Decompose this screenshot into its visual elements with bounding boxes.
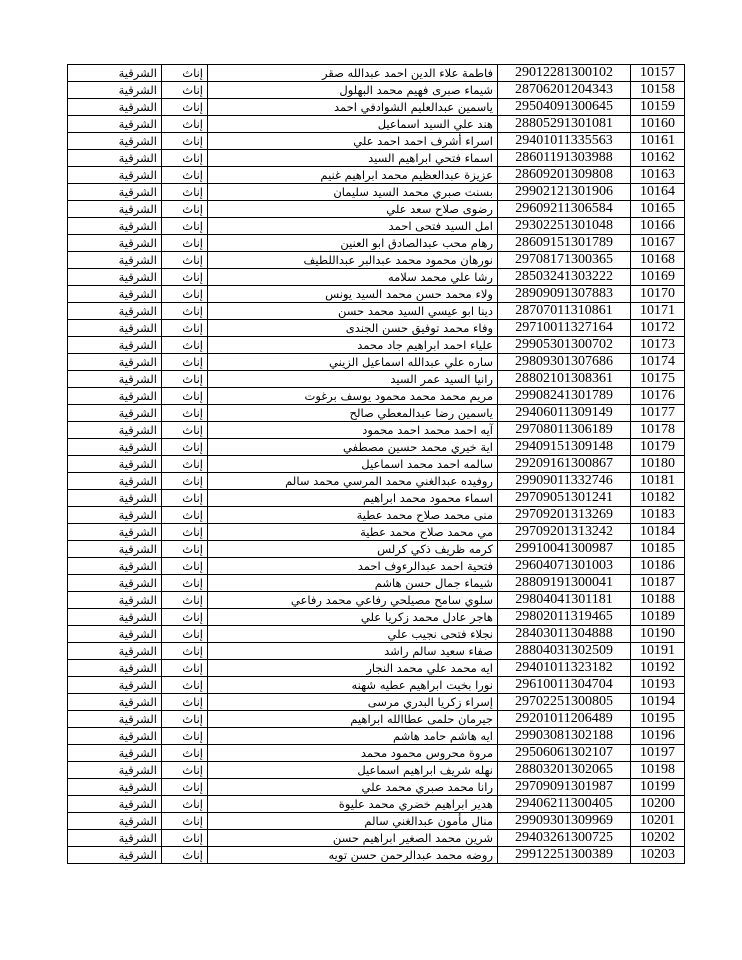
serial-number-cell: 10172 — [631, 320, 685, 337]
table-row — [68, 388, 685, 405]
national-id-cell: 29401011335563 — [498, 133, 631, 150]
table-row — [68, 320, 685, 337]
full-name-cell: ساره علي عبدالله اسماعيل الزيني — [208, 354, 498, 371]
gender-cell: إناث — [162, 116, 208, 133]
full-name-cell: ياسمين رضا عبدالمعطي صالح — [208, 405, 498, 422]
national-id-cell: 28809191300041 — [498, 575, 631, 592]
gender-cell: إناث — [162, 490, 208, 507]
national-id-cell: 28601191303988 — [498, 150, 631, 167]
serial-number-cell: 10164 — [631, 184, 685, 201]
national-id-cell: 29610011304704 — [498, 677, 631, 694]
full-name-cell: شرين محمد الصغير ابراهيم حسن — [208, 830, 498, 847]
serial-number-cell: 10177 — [631, 405, 685, 422]
serial-number-cell: 10158 — [631, 82, 685, 99]
national-id-cell: 29302251301048 — [498, 218, 631, 235]
national-id-cell: 28805291301081 — [498, 116, 631, 133]
national-id-cell: 29506061302107 — [498, 745, 631, 762]
gender-cell: إناث — [162, 592, 208, 609]
gender-cell: إناث — [162, 762, 208, 779]
table-row — [68, 507, 685, 524]
full-name-cell: رانيا السيد عمر السيد — [208, 371, 498, 388]
serial-number-cell: 10168 — [631, 252, 685, 269]
governorate-cell: الشرقية — [68, 575, 162, 592]
governorate-cell: الشرقية — [68, 524, 162, 541]
serial-number-cell: 10167 — [631, 235, 685, 252]
national-id-cell: 28804031302509 — [498, 643, 631, 660]
national-id-cell: 29804041301181 — [498, 592, 631, 609]
governorate-cell: الشرقية — [68, 133, 162, 150]
governorate-cell: الشرقية — [68, 337, 162, 354]
full-name-cell: سلوي سامح مصيلحي رفاعي محمد رفاعي — [208, 592, 498, 609]
serial-number-cell: 10183 — [631, 507, 685, 524]
gender-cell: إناث — [162, 337, 208, 354]
serial-number-cell: 10185 — [631, 541, 685, 558]
governorate-cell: الشرقية — [68, 728, 162, 745]
gender-cell: إناث — [162, 65, 208, 82]
gender-cell: إناث — [162, 609, 208, 626]
national-id-cell: 29604071301003 — [498, 558, 631, 575]
full-name-cell: ايه هاشم حامد هاشم — [208, 728, 498, 745]
full-name-cell: رشا علي محمد سلامه — [208, 269, 498, 286]
table-row — [68, 711, 685, 728]
national-id-cell: 29709051301241 — [498, 490, 631, 507]
governorate-cell: الشرقية — [68, 405, 162, 422]
table-row — [68, 728, 685, 745]
table-row — [68, 99, 685, 116]
gender-cell: إناث — [162, 830, 208, 847]
table-row — [68, 745, 685, 762]
governorate-cell: الشرقية — [68, 779, 162, 796]
governorate-cell: الشرقية — [68, 473, 162, 490]
full-name-cell: فتحية احمد عبدالرءوف احمد — [208, 558, 498, 575]
serial-number-cell: 10169 — [631, 269, 685, 286]
gender-cell: إناث — [162, 524, 208, 541]
governorate-cell: الشرقية — [68, 235, 162, 252]
governorate-cell: الشرقية — [68, 150, 162, 167]
national-id-cell: 28707011310861 — [498, 303, 631, 320]
national-id-cell: 29702251300805 — [498, 694, 631, 711]
full-name-cell: هند علي السيد اسماعيل — [208, 116, 498, 133]
national-id-cell: 29802011319465 — [498, 609, 631, 626]
governorate-cell: الشرقية — [68, 677, 162, 694]
governorate-cell: الشرقية — [68, 82, 162, 99]
governorate-cell: الشرقية — [68, 541, 162, 558]
full-name-cell: بسنت صبري محمد السيد سليمان — [208, 184, 498, 201]
governorate-cell: الشرقية — [68, 439, 162, 456]
national-id-cell: 29910041300987 — [498, 541, 631, 558]
table-row — [68, 541, 685, 558]
national-id-cell: 29903081302188 — [498, 728, 631, 745]
table-row — [68, 303, 685, 320]
serial-number-cell: 10201 — [631, 813, 685, 830]
full-name-cell: نورهان محمود محمد عبدالبر عبداللطيف — [208, 252, 498, 269]
serial-number-cell: 10198 — [631, 762, 685, 779]
full-name-cell: هدير ابراهيم خضري محمد عليوة — [208, 796, 498, 813]
table-row — [68, 813, 685, 830]
serial-number-cell: 10184 — [631, 524, 685, 541]
gender-cell: إناث — [162, 167, 208, 184]
governorate-cell: الشرقية — [68, 796, 162, 813]
serial-number-cell: 10181 — [631, 473, 685, 490]
table-row — [68, 694, 685, 711]
gender-cell: إناث — [162, 660, 208, 677]
national-id-cell: 29710011327164 — [498, 320, 631, 337]
governorate-cell: الشرقية — [68, 558, 162, 575]
table-row — [68, 592, 685, 609]
gender-cell: إناث — [162, 626, 208, 643]
national-id-cell: 28803201302065 — [498, 762, 631, 779]
gender-cell: إناث — [162, 184, 208, 201]
full-name-cell: آيه احمد محمد احمد محمود — [208, 422, 498, 439]
table-row — [68, 473, 685, 490]
serial-number-cell: 10187 — [631, 575, 685, 592]
gender-cell: إناث — [162, 354, 208, 371]
records-table — [67, 64, 685, 864]
serial-number-cell: 10195 — [631, 711, 685, 728]
governorate-cell: الشرقية — [68, 252, 162, 269]
national-id-cell: 29403261300725 — [498, 830, 631, 847]
table-row — [68, 133, 685, 150]
gender-cell: إناث — [162, 575, 208, 592]
national-id-cell: 28609151301789 — [498, 235, 631, 252]
table-row — [68, 524, 685, 541]
governorate-cell: الشرقية — [68, 422, 162, 439]
serial-number-cell: 10192 — [631, 660, 685, 677]
table-row — [68, 847, 685, 864]
table-row — [68, 218, 685, 235]
governorate-cell: الشرقية — [68, 286, 162, 303]
governorate-cell: الشرقية — [68, 201, 162, 218]
national-id-cell: 28909091307883 — [498, 286, 631, 303]
serial-number-cell: 10179 — [631, 439, 685, 456]
gender-cell: إناث — [162, 456, 208, 473]
full-name-cell: سالمه احمد محمد اسماعيل — [208, 456, 498, 473]
serial-number-cell: 10171 — [631, 303, 685, 320]
full-name-cell: جيرمان حلمى عطاالله ابراهيم — [208, 711, 498, 728]
governorate-cell: الشرقية — [68, 354, 162, 371]
table-row — [68, 269, 685, 286]
governorate-cell: الشرقية — [68, 813, 162, 830]
table-row — [68, 660, 685, 677]
table-row — [68, 286, 685, 303]
gender-cell: إناث — [162, 133, 208, 150]
table-row — [68, 405, 685, 422]
national-id-cell: 29709201313269 — [498, 507, 631, 524]
gender-cell: إناث — [162, 507, 208, 524]
gender-cell: إناث — [162, 405, 208, 422]
national-id-cell: 29401011323182 — [498, 660, 631, 677]
full-name-cell: رهام محب عبدالصادق ابو العنين — [208, 235, 498, 252]
full-name-cell: منى محمد صلاح محمد عطية — [208, 507, 498, 524]
governorate-cell: الشرقية — [68, 218, 162, 235]
gender-cell: إناث — [162, 286, 208, 303]
serial-number-cell: 10203 — [631, 847, 685, 864]
full-name-cell: رانا محمد صبري محمد علي — [208, 779, 498, 796]
table-row — [68, 626, 685, 643]
national-id-cell: 29504091300645 — [498, 99, 631, 116]
serial-number-cell: 10188 — [631, 592, 685, 609]
table-row — [68, 762, 685, 779]
table-row — [68, 439, 685, 456]
serial-number-cell: 10202 — [631, 830, 685, 847]
full-name-cell: وفاء محمد توفيق حسن الجندى — [208, 320, 498, 337]
gender-cell: إناث — [162, 847, 208, 864]
table-row — [68, 456, 685, 473]
full-name-cell: علياء احمد ابراهيم جاد محمد — [208, 337, 498, 354]
full-name-cell: اسراء أشرف احمد احمد علي — [208, 133, 498, 150]
national-id-cell: 29809301307686 — [498, 354, 631, 371]
national-id-cell: 28609201309808 — [498, 167, 631, 184]
serial-number-cell: 10197 — [631, 745, 685, 762]
table-row — [68, 235, 685, 252]
full-name-cell: مي محمد صلاح محمد عطية — [208, 524, 498, 541]
gender-cell: إناث — [162, 320, 208, 337]
full-name-cell: نجلاء فتحى نجيب علي — [208, 626, 498, 643]
governorate-cell: الشرقية — [68, 490, 162, 507]
table-row — [68, 796, 685, 813]
full-name-cell: صفاء سعيد سالم راشد — [208, 643, 498, 660]
governorate-cell: الشرقية — [68, 745, 162, 762]
table-row — [68, 830, 685, 847]
table-row — [68, 184, 685, 201]
serial-number-cell: 10157 — [631, 65, 685, 82]
full-name-cell: شيماء صبرى فهيم محمد البهلول — [208, 82, 498, 99]
national-id-cell: 28503241303222 — [498, 269, 631, 286]
table-row — [68, 167, 685, 184]
serial-number-cell: 10174 — [631, 354, 685, 371]
table-row — [68, 252, 685, 269]
serial-number-cell: 10170 — [631, 286, 685, 303]
table-row — [68, 490, 685, 507]
governorate-cell: الشرقية — [68, 609, 162, 626]
serial-number-cell: 10160 — [631, 116, 685, 133]
national-id-cell: 29709091301987 — [498, 779, 631, 796]
table-row — [68, 201, 685, 218]
national-id-cell: 29909301309969 — [498, 813, 631, 830]
gender-cell: إناث — [162, 99, 208, 116]
table-row — [68, 575, 685, 592]
full-name-cell: اية خيري محمد حسين مصطفي — [208, 439, 498, 456]
full-name-cell: روفيده عبدالغني محمد المرسي محمد سالم — [208, 473, 498, 490]
full-name-cell: اسماء محمود محمد ابراهيم — [208, 490, 498, 507]
national-id-cell: 29708011306189 — [498, 422, 631, 439]
full-name-cell: كرمه ظريف ذكي كرلس — [208, 541, 498, 558]
gender-cell: إناث — [162, 711, 208, 728]
gender-cell: إناث — [162, 201, 208, 218]
table-row — [68, 150, 685, 167]
serial-number-cell: 10191 — [631, 643, 685, 660]
full-name-cell: ايه محمد علي محمد النجار — [208, 660, 498, 677]
national-id-cell: 29708171300365 — [498, 252, 631, 269]
gender-cell: إناث — [162, 779, 208, 796]
serial-number-cell: 10196 — [631, 728, 685, 745]
governorate-cell: الشرقية — [68, 320, 162, 337]
governorate-cell: الشرقية — [68, 167, 162, 184]
records-table-body — [68, 65, 685, 864]
gender-cell: إناث — [162, 150, 208, 167]
national-id-cell: 29912251300389 — [498, 847, 631, 864]
governorate-cell: الشرقية — [68, 456, 162, 473]
national-id-cell: 29406211300405 — [498, 796, 631, 813]
national-id-cell: 29201011206489 — [498, 711, 631, 728]
full-name-cell: ياسمين عبدالعليم الشوادفي احمد — [208, 99, 498, 116]
table-row — [68, 82, 685, 99]
governorate-cell: الشرقية — [68, 99, 162, 116]
serial-number-cell: 10162 — [631, 150, 685, 167]
gender-cell: إناث — [162, 439, 208, 456]
serial-number-cell: 10161 — [631, 133, 685, 150]
full-name-cell: عزيزة عبدالعظيم محمد ابراهيم غنيم — [208, 167, 498, 184]
national-id-cell: 29709201313242 — [498, 524, 631, 541]
gender-cell: إناث — [162, 745, 208, 762]
gender-cell: إناث — [162, 694, 208, 711]
serial-number-cell: 10166 — [631, 218, 685, 235]
full-name-cell: هاجر عادل محمد زكريا علي — [208, 609, 498, 626]
gender-cell: إناث — [162, 558, 208, 575]
gender-cell: إناث — [162, 677, 208, 694]
table-row — [68, 677, 685, 694]
full-name-cell: دينا ابو عيسي السيد محمد حسن — [208, 303, 498, 320]
serial-number-cell: 10178 — [631, 422, 685, 439]
governorate-cell: الشرقية — [68, 626, 162, 643]
governorate-cell: الشرقية — [68, 830, 162, 847]
table-row — [68, 643, 685, 660]
gender-cell: إناث — [162, 643, 208, 660]
serial-number-cell: 10180 — [631, 456, 685, 473]
governorate-cell: الشرقية — [68, 116, 162, 133]
national-id-cell: 29209161300867 — [498, 456, 631, 473]
governorate-cell: الشرقية — [68, 371, 162, 388]
governorate-cell: الشرقية — [68, 184, 162, 201]
full-name-cell: شيماء جمال حسن هاشم — [208, 575, 498, 592]
national-id-cell: 29406011309149 — [498, 405, 631, 422]
gender-cell: إناث — [162, 303, 208, 320]
governorate-cell: الشرقية — [68, 269, 162, 286]
governorate-cell: الشرقية — [68, 643, 162, 660]
national-id-cell: 29909011332746 — [498, 473, 631, 490]
full-name-cell: نهله شريف ابراهيم اسماعيل — [208, 762, 498, 779]
table-row — [68, 609, 685, 626]
governorate-cell: الشرقية — [68, 711, 162, 728]
gender-cell: إناث — [162, 252, 208, 269]
gender-cell: إناث — [162, 473, 208, 490]
full-name-cell: امل السيد فتحى احمد — [208, 218, 498, 235]
national-id-cell: 29902121301906 — [498, 184, 631, 201]
governorate-cell: الشرقية — [68, 660, 162, 677]
national-id-cell: 29609211306584 — [498, 201, 631, 218]
governorate-cell: الشرقية — [68, 303, 162, 320]
governorate-cell: الشرقية — [68, 507, 162, 524]
gender-cell: إناث — [162, 728, 208, 745]
gender-cell: إناث — [162, 541, 208, 558]
full-name-cell: منال مأمون عبدالغني سالم — [208, 813, 498, 830]
governorate-cell: الشرقية — [68, 65, 162, 82]
gender-cell: إناث — [162, 218, 208, 235]
gender-cell: إناث — [162, 796, 208, 813]
table-row — [68, 371, 685, 388]
serial-number-cell: 10190 — [631, 626, 685, 643]
table-row — [68, 422, 685, 439]
gender-cell: إناث — [162, 388, 208, 405]
table-row — [68, 116, 685, 133]
governorate-cell: الشرقية — [68, 694, 162, 711]
serial-number-cell: 10189 — [631, 609, 685, 626]
serial-number-cell: 10199 — [631, 779, 685, 796]
national-id-cell: 28802101308361 — [498, 371, 631, 388]
governorate-cell: الشرقية — [68, 592, 162, 609]
gender-cell: إناث — [162, 422, 208, 439]
national-id-cell: 29012281300102 — [498, 65, 631, 82]
serial-number-cell: 10159 — [631, 99, 685, 116]
serial-number-cell: 10182 — [631, 490, 685, 507]
full-name-cell: روضه محمد عبدالرحمن حسن تويه — [208, 847, 498, 864]
gender-cell: إناث — [162, 813, 208, 830]
serial-number-cell: 10165 — [631, 201, 685, 218]
serial-number-cell: 10186 — [631, 558, 685, 575]
full-name-cell: اسماء فتحي ابراهيم السيد — [208, 150, 498, 167]
gender-cell: إناث — [162, 82, 208, 99]
national-id-cell: 29905301300702 — [498, 337, 631, 354]
governorate-cell: الشرقية — [68, 388, 162, 405]
full-name-cell: مريم محمد محمد محمود يوسف برغوت — [208, 388, 498, 405]
full-name-cell: إسراء زكريا البدري مرسى — [208, 694, 498, 711]
table-row — [68, 354, 685, 371]
gender-cell: إناث — [162, 371, 208, 388]
serial-number-cell: 10175 — [631, 371, 685, 388]
full-name-cell: رضوى صلاح سعد علي — [208, 201, 498, 218]
national-id-cell: 28706201204343 — [498, 82, 631, 99]
gender-cell: إناث — [162, 235, 208, 252]
serial-number-cell: 10194 — [631, 694, 685, 711]
national-id-cell: 29908241301789 — [498, 388, 631, 405]
national-id-cell: 29409151309148 — [498, 439, 631, 456]
table-row — [68, 558, 685, 575]
full-name-cell: مروة محروس محمود محمد — [208, 745, 498, 762]
national-id-cell: 28403011304888 — [498, 626, 631, 643]
serial-number-cell: 10163 — [631, 167, 685, 184]
gender-cell: إناث — [162, 269, 208, 286]
full-name-cell: نورا بخيت ابراهيم عطيه شهنه — [208, 677, 498, 694]
governorate-cell: الشرقية — [68, 762, 162, 779]
table-row — [68, 337, 685, 354]
serial-number-cell: 10173 — [631, 337, 685, 354]
table-row — [68, 779, 685, 796]
serial-number-cell: 10193 — [631, 677, 685, 694]
full-name-cell: ولاء محمد حسن محمد السيد يونس — [208, 286, 498, 303]
full-name-cell: فاطمة علاء الدين احمد عبدالله صقر — [208, 65, 498, 82]
table-row — [68, 65, 685, 82]
serial-number-cell: 10176 — [631, 388, 685, 405]
governorate-cell: الشرقية — [68, 847, 162, 864]
serial-number-cell: 10200 — [631, 796, 685, 813]
